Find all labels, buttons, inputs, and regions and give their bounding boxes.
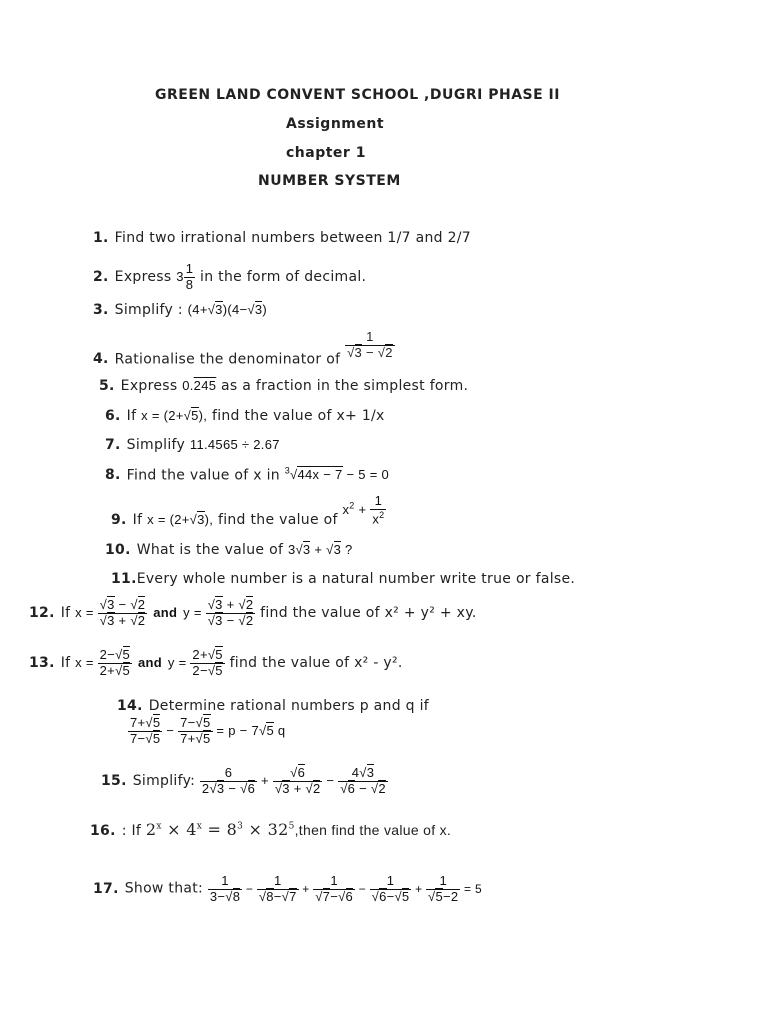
question-text: If [60, 654, 71, 671]
question-7 [105, 437, 280, 453]
question-3 [93, 302, 267, 318]
math-fraction: $\frac{1}{√3 - √2}$ [347, 329, 393, 360]
question-text: If [126, 408, 137, 424]
question-number: 13. [29, 654, 55, 671]
question-number: 2. [93, 268, 109, 285]
math-expression: x = $\frac{2-√5}{2+√5}$ and y = $\frac{2+√5}{2-√5}$ [75, 647, 223, 678]
question-16 [90, 820, 451, 839]
question-number: 7. [105, 437, 121, 453]
question-text: Determine rational numbers p and q if [148, 698, 430, 714]
question-text: Simplify [126, 437, 186, 453]
question-number: 16. [90, 823, 116, 839]
question-number: 8. [105, 467, 121, 484]
question-number: 6. [105, 408, 121, 424]
math-expression: x = $\frac{√3 - √2}{√3 + √2}$ and y = $\frac{√3 + √2}{√3 - √2}$ [75, 597, 254, 628]
question-number: 5. [99, 378, 115, 394]
math-expression: (4+√3)(4−√3) [187, 302, 267, 317]
math-equation: $\frac{7+√5}{7-√5}$ − $\frac{7-√5}{7+√5}$ = p − 7√5 q [130, 715, 286, 746]
question-text: Express [114, 268, 172, 285]
question-number: 11. [111, 571, 137, 587]
question-text: Rationalise the denominator of [114, 351, 341, 368]
question-15 [101, 766, 388, 797]
question-text-tail: find the value of x² + y² + xy. [260, 604, 477, 621]
question-text-tail: in the form of decimal. [200, 268, 367, 285]
chapter-label: chapter 1 [286, 145, 366, 161]
question-11 [111, 571, 575, 587]
math-expression: x = (2+√3), [147, 512, 214, 528]
question-number: 14. [117, 698, 143, 714]
question-text: Simplify : [114, 302, 183, 318]
math-expression: $\frac{6}{2√3 - √6}$ + $\frac{√6}{√3 + √2}$ − $\frac{4√3}{√6 - √2}$ [201, 765, 386, 796]
math-equation: $2^x \times 4^x = 8^3 \times 32^5$ [145, 820, 295, 839]
math-recurring-decimal: 0.245 [182, 378, 217, 393]
math-equation: $\frac{1}{3-√8}$ − $\frac{1}{√8-√7}$ + $\frac{1}{√7-√6}$ − $\frac{1}{√6-√5}$ + $\frac{1}{√5-2}$ = 5 [209, 873, 482, 904]
question-4 [93, 330, 395, 367]
math-mixed-number: 3 $\frac{1}{8}$ [176, 261, 194, 292]
question-10 [105, 542, 353, 558]
math-expression: x = (2+√5), [141, 408, 208, 423]
school-name: GREEN LAND CONVENT SCHOOL ,DUGRI PHASE II [155, 87, 560, 103]
question-text: Find two irrational numbers between 1/7 and 2/7 [114, 230, 472, 246]
topic-title: NUMBER SYSTEM [258, 173, 401, 189]
question-number: 12. [29, 604, 55, 621]
question-17 [93, 874, 482, 905]
question-text: If [60, 604, 71, 621]
question-number: 9. [111, 512, 127, 529]
math-expression: 3√3 + √3 ? [287, 542, 353, 557]
question-number: 1. [93, 230, 109, 246]
question-9 [111, 494, 386, 528]
assignment-label: Assignment [286, 116, 385, 132]
question-number: 15. [101, 772, 127, 789]
question-text: Every whole number is a natural number write true or false. [136, 571, 576, 587]
math-equation: $^3$√44x − 7 − 5 = 0 [284, 466, 390, 483]
question-14 [117, 698, 429, 714]
question-text: Show that: [124, 880, 204, 897]
math-expression: $x^2$ + $\frac{1}{x^2}$ [342, 493, 385, 527]
question-6 [105, 408, 385, 424]
question-1 [93, 230, 471, 246]
question-number: 10. [105, 542, 131, 558]
question-text: : If [121, 823, 142, 839]
question-number: 3. [93, 302, 109, 318]
question-12 [29, 598, 477, 629]
question-text: Find the value of x in [126, 467, 280, 484]
question-text-tail: as a fraction in the simplest form. [221, 378, 469, 394]
question-text: Express [120, 378, 178, 394]
question-text: What is the value of [136, 542, 284, 558]
question-text-tail: find the value of x+ 1/x [211, 408, 385, 424]
question-number: 4. [93, 351, 109, 368]
question-text: Simplify: [132, 772, 196, 789]
question-text-tail: ,then find the value of x. [294, 822, 452, 838]
question-13 [29, 648, 403, 679]
question-text-tail: find the value of x² - y². [229, 654, 403, 671]
question-number: 17. [93, 880, 119, 897]
question-8 [105, 466, 389, 483]
question-text: If [132, 512, 143, 529]
question-2 [93, 262, 366, 293]
question-text-tail: find the value of [217, 512, 338, 529]
math-expression: 11.4565 ÷ 2.67 [189, 437, 280, 452]
question-5 [99, 378, 468, 394]
question-14-equation [128, 716, 285, 747]
